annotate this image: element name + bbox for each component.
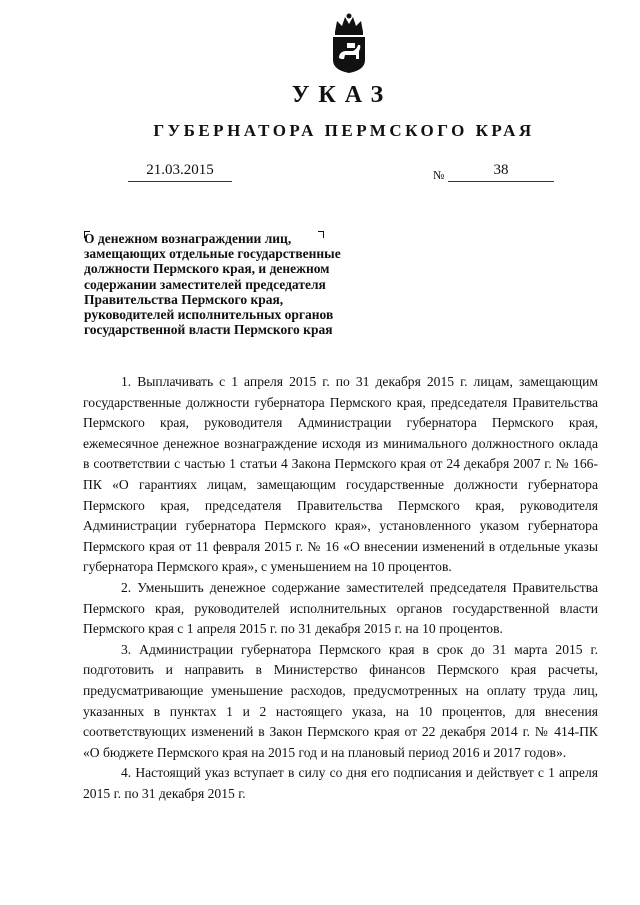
heading-line: содержании заместителей председателя <box>84 276 326 292</box>
document-number: 38 <box>448 161 554 182</box>
document-body <box>83 372 598 804</box>
paragraph-3: 3. Администрации губернатора Пермского края в срок до 31 марта 2015 г. подготовить и направить в Министерство финансов Пермского края расчеты, предусматривающие уменьшение расходов, предусмотренных на оплату труда лиц, указанных в пунктах 1 и 2 настоящего указа, на 10 процентов, для внесения соответствующих изменений в Закон Пермского края от 22 декабря 2014 г. № 414-ПК «О бюджете Пермского края на 2015 год и на плановый период 2016 и 2017 годов». <box>83 641 598 760</box>
heading-line: руководителей исполнительных органов <box>84 307 334 323</box>
document-subtitle: ГУБЕРНАТОРА ПЕРМСКОГО КРАЯ <box>153 121 535 140</box>
document-heading <box>84 231 394 337</box>
heading-line: должности Пермского края, и денежном <box>84 261 330 277</box>
paragraph-4: 4. Настоящий указ вступает в силу со дня его подписания и действует с 1 апреля 2015 г. по 31 декабря 2015 г. <box>83 765 598 801</box>
number-label: № <box>433 168 445 182</box>
document-date: 21.03.2015 <box>128 161 232 182</box>
coat-of-arms-icon <box>329 12 369 74</box>
paragraph-1: 1. Выплачивать с 1 апреля 2015 г. по 31 декабря 2015 г. лицам, замещающим государственные должности губернатора Пермского края, председателя Правительства Пермского края, руководителя Администрации губернатора Пермского края, ежемесячное денежное вознаграждение исходя из минимального должностного оклада в соответствии с частью 1 статьи 4 Закона Пермского края от 24 декабря 2007 г. № 166-ПК «О гарантиях лицам, замещающим государственные должности губернатора Пермского края, председателя Правительства Пермского края, руководителя Администрации губернатора Пермского края», установленного указом губернатора Пермского края от 11 февраля 2015 г. № 16 «О внесении изменений в отдельные указы губернатора Пермского края», с уменьшением на 10 процентов. <box>83 374 598 575</box>
heading-line: замещающих отдельные государственные <box>84 246 341 262</box>
heading-line: государственной власти Пермского края <box>84 322 333 338</box>
heading-line: О денежном вознаграждении лиц, <box>84 231 292 246</box>
document-title: УКАЗ <box>291 82 393 108</box>
paragraph-2: 2. Уменьшить денежное содержание заместителей председателя Правительства Пермского края, руководителей исполнительных органов государственной власти Пермского края с 1 апреля 2015 г. по 31 декабря 2015 г. на 10 процентов. <box>83 579 598 637</box>
heading-line: Правительства Пермского края, <box>84 291 284 307</box>
